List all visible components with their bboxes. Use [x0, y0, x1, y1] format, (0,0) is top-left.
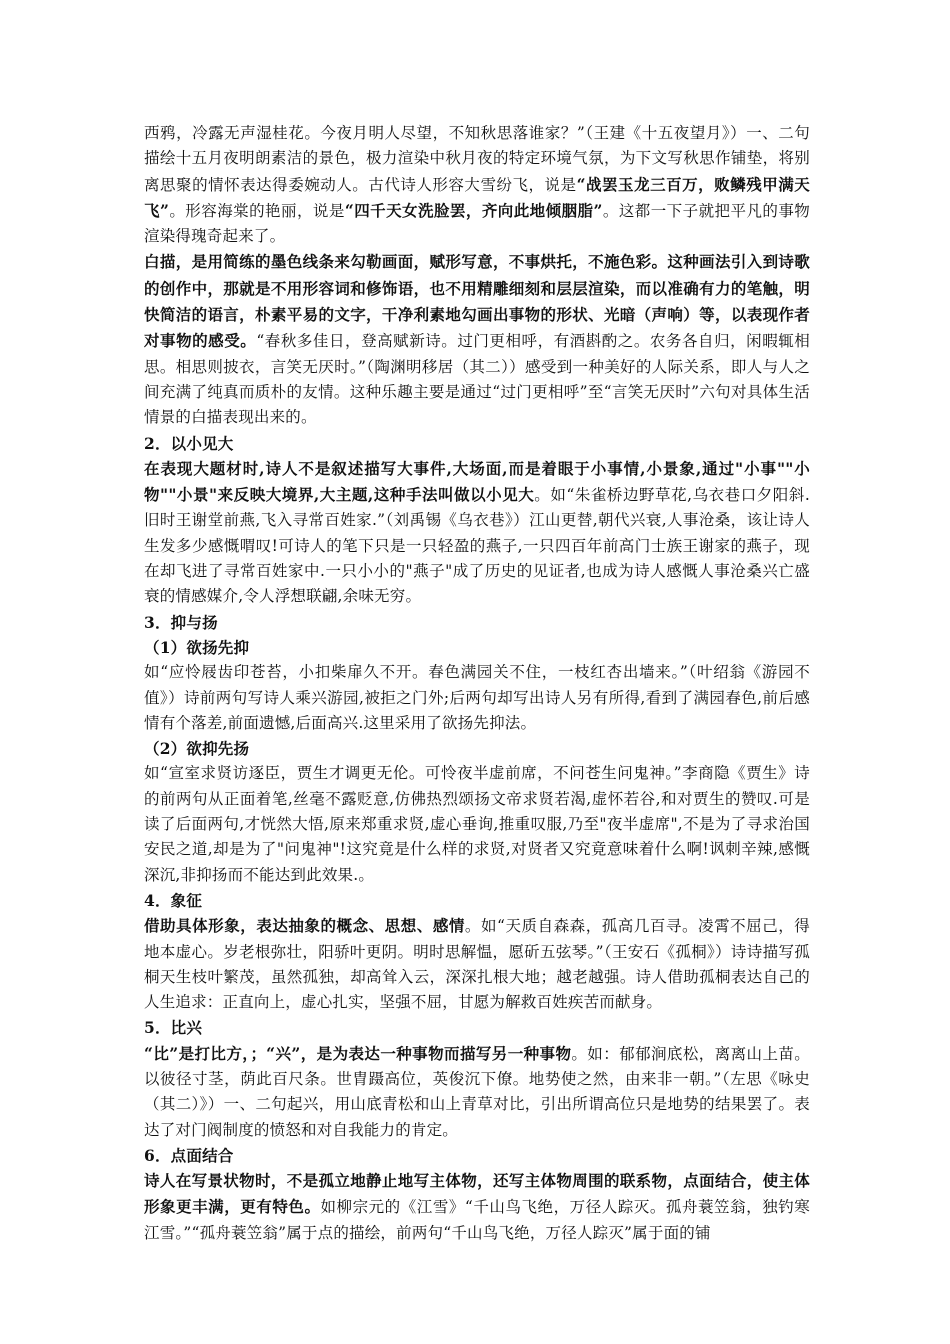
intro-quote-begonia: “四千天女洗脸罢，齐向此地倾胭脂” — [344, 200, 603, 220]
section-6-definition: 诗人在写景状物时，不是孤立地静止地写主体物，还写主体物周围的联系物，点面结合，使主体形象更丰满，更有特色。 — [144, 1171, 810, 1217]
intro-paragraph — [144, 121, 810, 249]
section-6-paragraph — [144, 1168, 810, 1246]
section-5-heading: 5．比兴 — [144, 1018, 203, 1038]
section-2-paragraph — [144, 456, 810, 610]
baimiao-example: “春秋多佳日，登高赋新诗。过门更相呼，有酒斟酌之。农务各自归，闲暇辄相思。相思则披衣，言笑无厌时。”（陶渊明移居（其二））感受到一种美好的人际关系，即人与人之间充满了纯真而质朴的友情。这种乐趣主要是通过“过门更相呼”至“言笑无厌时”六句对具体生活情景的白描表现出来的。 — [144, 332, 810, 427]
section-2-heading: 2．以小见大 — [144, 433, 234, 453]
section-3-heading: 3．抑与扬 — [144, 612, 218, 632]
baimiao-definition: 白描，是用简练的墨色线条来勾勒画面，赋形写意，不事烘托，不施色彩。这种画法引入到诗歌的创作中，那就是不用形容词和修饰语，也不用精雕细刻和层层渲染，而以准确有力的笔触，明快简洁的语言，朴素平易的文字，干净利素地勾画出事物的形状、光暗（声响）等，以表现作者对事物的感受。 — [144, 252, 810, 351]
section-5-example: 。如：郁郁涧底松，离离山上苗。以彼径寸茎，荫此百尺条。世胄蹑高位，英俊沉下僚。地势使之然，由来非一朝。”（左思《咏史（其二）》）一、二句起兴，用山底青松和山上青草对比，引出所谓高位只是地势的结果罢了。表达了对门阀制度的愤怒和对自我能力的肯定。 — [144, 1044, 810, 1139]
section-5-definition: “比”是打比方，；“兴”，是为表达一种事物而描写另一种事物 — [144, 1043, 572, 1063]
section-4-example: 。如“天质自森森，孤高几百寻。凌霄不屈己，得地本虚心。岁老根弥壮，阳骄叶更阴。明时思解愠，愿斫五弦琴。”（王安石《孤桐》）诗诗描写孤桐天生枝叶繁茂，虽然孤独，却高耸入云，深深扎根大地；越老越强。诗人借助孤桐表达自己的人生追求：正直向上，虚心扎实，坚强不屈，甘愿为解救百姓疾苦而献身。 — [144, 917, 810, 1012]
document-page — [144, 121, 810, 1246]
section-4-definition: 借助具体形象，表达抽象的概念、思想、感情 — [144, 916, 465, 936]
baimiao-paragraph — [144, 249, 810, 430]
section-5-paragraph — [144, 1041, 810, 1143]
section-3-text-2: 如“宣室求贤访逐臣，贾生才调更无伦。可怜夜半虚前席，不问苍生问鬼神。”李商隐《贾生》诗的前两句从正面着笔,丝毫不露贬意,仿佛热烈颂扬文帝求贤若渴,虚怀若谷,和对贾生的赞叹.可是读了后面两句,才恍然大悟,原来郑重求贤,虚心垂询,推重叹服,乃至"夜半虚席",不是为了寻求治国安民之道,却是为了"问鬼神"!这究竟是什么样的求贤,对贤者又究竟意味着什么啊!讽刺辛辣,感慨深沉,非抑扬而不能达到此效果.。 — [144, 764, 810, 884]
intro-text-2: 。形容海棠的艳丽，说是 — [169, 201, 345, 220]
intro-text-3: 。这都一下子就把平凡的事物渲染得瑰奇起来了。 — [144, 201, 810, 246]
section-4-heading: 4．象征 — [144, 890, 203, 910]
intro-text-1: 西鸦，冷露无声湿桂花。今夜月明人尽望，不知秋思落谁家？”（王建《十五夜望月》）一、二句描绘十五月夜明朗素洁的景色，极力渲染中秋月夜的特定环境气氛，为下文写秋思作铺垫，将别离思聚的情怀表达得委婉动人。古代诗人形容大雪纷飞，说是 — [144, 124, 810, 194]
section-3-sub-2: （2）欲抑先扬 — [144, 739, 250, 759]
section-3-sub-1: （1）欲扬先抑 — [144, 637, 250, 657]
section-2-definition: 在表现大题材时,诗人不是叙述描写大事件,大场面,而是着眼于小事情,小景象,通过"小事""小物""小景"来反映大境界,大主题,这种手法叫做以小见大 — [144, 458, 810, 505]
section-2-example: 。如“朱雀桥边野草花,乌衣巷口夕阳斜.旧时王谢堂前燕,飞入寻常百姓家.”（刘禹锡《乌衣巷》）江山更替,朝代兴衰,人事沧桑，该让诗人生发多少感慨喟叹!可诗人的笔下只是一只轻盈的燕子,一只四百年前高门士族王谢家的燕子，现在却飞进了寻常百姓家中.一只小小的"燕子"成了历史的见证者,也成为诗人感慨人事沧桑兴亡盛衰的情感媒介,令人浮想联翩,余味无穷。 — [144, 486, 810, 606]
section-4-paragraph — [144, 913, 810, 1015]
section-3-text-1: 如“应怜屐齿印苍苔，小扣柴扉久不开。春色满园关不住，一枝红杏出墙来。”（叶绍翁《游园不值》）诗前两句写诗人乘兴游园,被拒之门外;后两句却写出诗人另有所得,看到了满园春色,前后感情有个落差,前面遗憾,后面高兴.这里采用了欲扬先抑法。 — [144, 663, 810, 732]
section-6-heading: 6．点面结合 — [144, 1145, 234, 1165]
section-6-example: 如柳宗元的《江雪》“千山鸟飞绝，万径人踪灭。孤舟蓑笠翁，独钓寒江雪。”“孤舟蓑笠翁”属于点的描绘，前两句“千山鸟飞绝，万径人踪灭”属于面的铺 — [144, 1198, 810, 1242]
intro-quote-snow: “战罢玉龙三百万，败鳞残甲满天飞” — [144, 174, 810, 220]
